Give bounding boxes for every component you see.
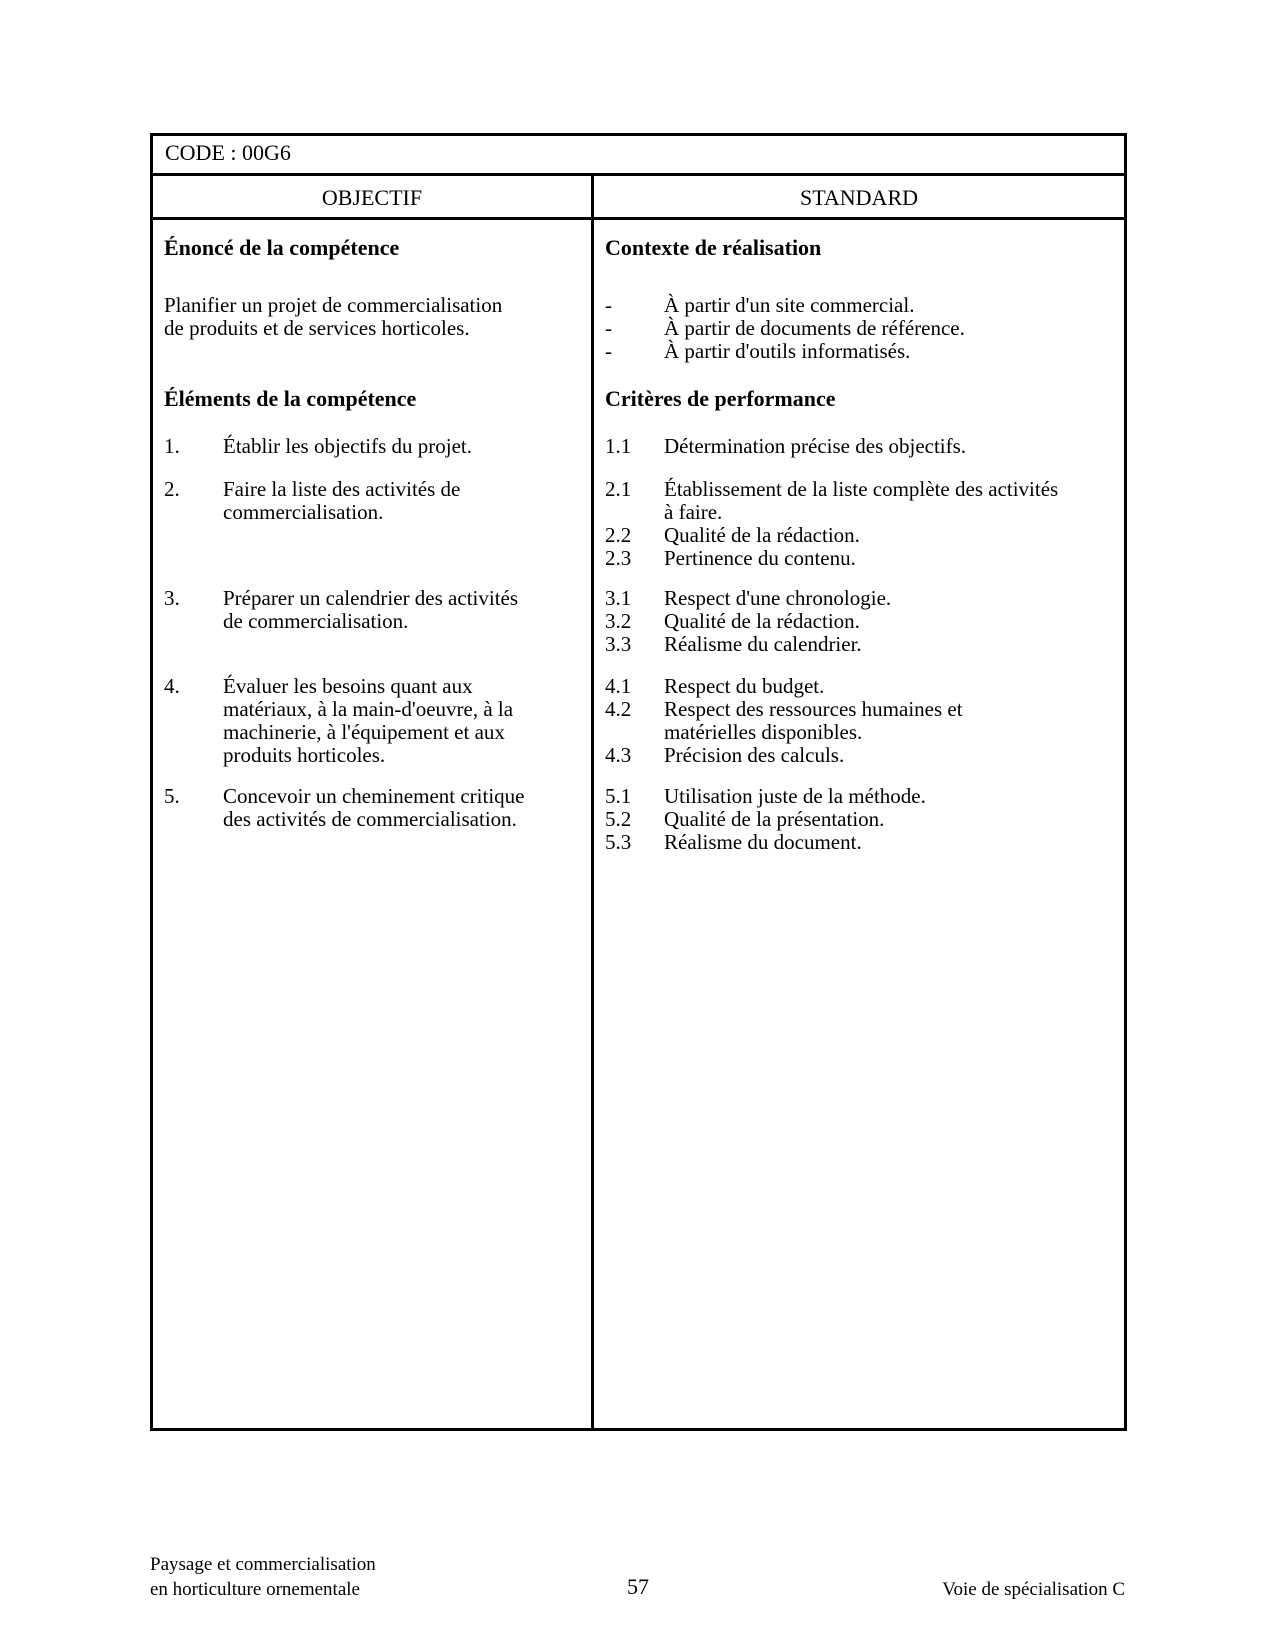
criteres-group: [605, 587, 1120, 656]
critere-number: 3.3: [605, 632, 632, 656]
dash-mark: -: [605, 293, 612, 317]
element-item: [164, 675, 579, 767]
critere-number: 2.3: [605, 546, 632, 570]
code-label: CODE : 00G6: [153, 136, 1124, 176]
critere-text: Respect du budget.: [664, 674, 825, 698]
element-text: Préparer un calendrier des activités: [223, 586, 519, 610]
element-text: des activités de commercialisation.: [223, 807, 517, 831]
critere-number: 3.1: [605, 586, 632, 610]
element-number: 5.: [164, 784, 180, 808]
column-divider: [591, 176, 594, 1428]
element-text: Établir les objectifs du projet.: [223, 434, 473, 458]
dash-mark: -: [605, 316, 612, 340]
element-text: Faire la liste des activités de: [223, 477, 461, 501]
critere-number: 5.2: [605, 807, 632, 831]
element-text: machinerie, à l'équipement et aux: [223, 720, 505, 744]
critere-text: Détermination précise des objectifs.: [664, 434, 967, 458]
critere-text: Utilisation juste de la méthode.: [664, 784, 926, 808]
header-row: [153, 176, 1124, 220]
critere-number: 5.1: [605, 784, 632, 808]
critere-text: Qualité de la rédaction.: [664, 523, 860, 547]
dash-mark: -: [605, 339, 612, 363]
element-item: [164, 587, 579, 633]
footer-line: Paysage et commercialisation: [150, 1554, 376, 1575]
footer-line: en horticulture ornementale: [150, 1579, 360, 1600]
critere-text: Réalisme du calendrier.: [664, 632, 862, 656]
enonce-line: Planifier un projet de commercialisation: [164, 293, 503, 317]
element-text: Évaluer les besoins quant aux: [223, 674, 473, 698]
element-text: Concevoir un cheminement critique: [223, 784, 525, 808]
competency-table: [150, 133, 1127, 1431]
element-text: matériaux, à la main-d'oeuvre, à la: [223, 697, 514, 721]
critere-number: 4.3: [605, 743, 632, 767]
element-item: [164, 478, 579, 524]
elements-title: Éléments de la compétence: [164, 386, 417, 411]
page-number: 57: [627, 1574, 649, 1599]
critere-text: Pertinence du contenu.: [664, 546, 856, 570]
element-text: commercialisation.: [223, 500, 384, 524]
contexte-text: À partir d'un site commercial.: [664, 293, 915, 317]
critere-number: 4.1: [605, 674, 632, 698]
element-item: [164, 785, 579, 831]
element-number: 3.: [164, 586, 180, 610]
critere-text: matérielles disponibles.: [664, 720, 863, 744]
critere-text: Réalisme du document.: [664, 830, 862, 854]
element-text: produits horticoles.: [223, 743, 386, 767]
footer-specialisation: Voie de spécialisation C: [942, 1579, 1125, 1600]
contexte-title: Contexte de réalisation: [605, 235, 822, 260]
critere-number: 5.3: [605, 830, 632, 854]
criteres-group: [605, 675, 1120, 767]
element-item: [164, 435, 579, 458]
critere-text: Qualité de la rédaction.: [664, 609, 860, 633]
element-number: 1.: [164, 434, 180, 458]
header-objectif: OBJECTIF: [321, 185, 423, 210]
critere-number: 2.1: [605, 477, 632, 501]
critere-text: Qualité de la présentation.: [664, 807, 885, 831]
critere-number: 1.1: [605, 434, 632, 458]
enonce-title: Énoncé de la compétence: [164, 235, 400, 260]
contexte-list: [605, 294, 1120, 363]
criteres-title: Critères de performance: [605, 386, 836, 411]
contexte-text: À partir de documents de référence.: [664, 316, 965, 340]
element-text: de commercialisation.: [223, 609, 409, 633]
critere-text: Respect des ressources humaines et: [664, 697, 963, 721]
critere-number: 4.2: [605, 697, 632, 721]
critere-number: 3.2: [605, 609, 632, 633]
enonce-text: [164, 294, 579, 340]
header-standard: STANDARD: [799, 185, 919, 210]
criteres-group: [605, 785, 1120, 854]
element-number: 4.: [164, 674, 180, 698]
critere-text: Respect d'une chronologie.: [664, 586, 892, 610]
enonce-line: de produits et de services horticoles.: [164, 316, 470, 340]
element-number: 2.: [164, 477, 180, 501]
critere-number: 2.2: [605, 523, 632, 547]
footer-program: [150, 1552, 376, 1602]
critere-text: Précision des calculs.: [664, 743, 845, 767]
criteres-group: [605, 478, 1120, 570]
criteres-group: [605, 435, 1120, 458]
critere-text: Établissement de la liste complète des activités: [664, 477, 1059, 501]
contexte-text: À partir d'outils informatisés.: [664, 339, 911, 363]
critere-text: à faire.: [664, 500, 723, 524]
